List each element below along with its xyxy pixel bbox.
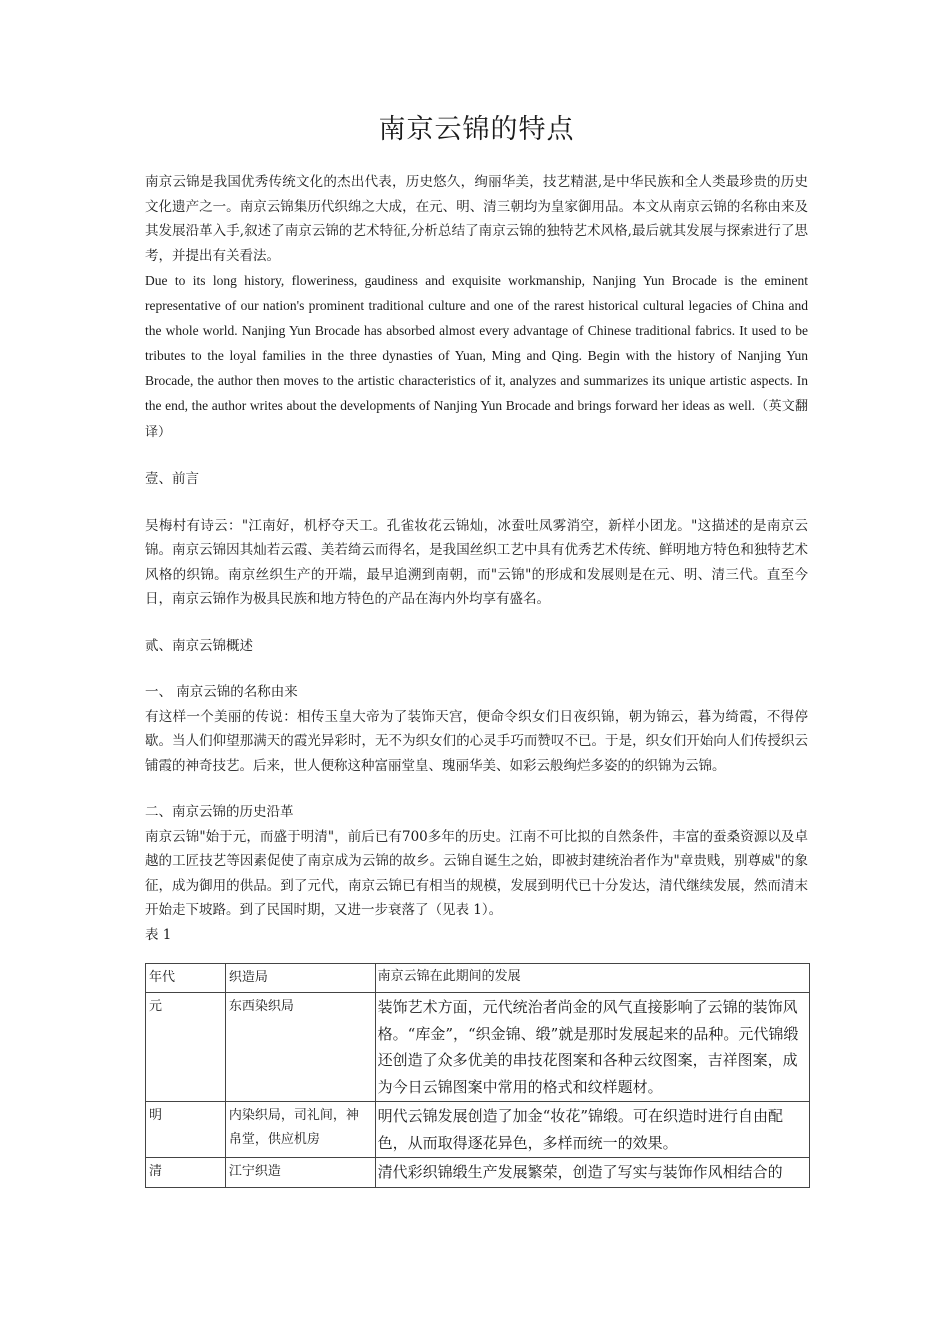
- subsection-body-name-origin: 有这样一个美丽的传说：相传玉皇大帝为了装饰天宫，便命令织女们日夜织锦，朝为锦云，暮为绮霞，不得停歇。当人们仰望那满天的霞光异彩时，无不为织女们的心灵手巧而赞叹不已。于是，织女们开始向人们传授织云铺霞的神奇技艺。后来，世人便称这种富丽堂皇、瑰丽华美、如彩云般绚烂多姿的的织锦为云锦。: [145, 708, 808, 774]
- table-cell-era: 明: [146, 1102, 226, 1158]
- table-row: [146, 1158, 810, 1188]
- section-heading-preface: 壹、前言: [145, 471, 199, 487]
- table-header-cell: 年代: [146, 964, 226, 993]
- table-caption: 表 1: [145, 926, 172, 943]
- table-row: [146, 1102, 810, 1158]
- table-cell-era: 元: [146, 993, 226, 1102]
- table-cell-bureau: 江宁织造: [225, 1158, 375, 1188]
- table-cell-development: 装饰艺术方面，元代统治者尚金的风气直接影响了云锦的装饰风格。“库金”，“织金锦、缎”就是那时发展起来的品种。元代锦缎还创造了众多优美的串技花图案和各种云纹图案，吉祥图案，成为今日云锦图案中常用的格式和纹样题材。: [375, 993, 809, 1102]
- table-cell-era: 清: [146, 1158, 226, 1188]
- abstract-english-note: （英文翻译）: [145, 399, 808, 440]
- abstract-english: [145, 268, 808, 445]
- subsection-heading-name-origin: 一、 南京云锦的名称由来: [145, 684, 298, 700]
- abstract-english-text: Due to its long history, floweriness, gaudiness and exquisite workmanship, Nanjing Yun Brocade is the eminent representative of our nation's prominent traditional culture and one of the rarest historical cultural legacies of China and the whole world. Nanjing Yun Brocade has absorbed almost every advantage of Chinese traditional fabrics. It used to be tributes to the loyal families in the three dynasties of Yuan, Ming and Qing. Begin with the history of Nanjing Yun Brocade, the author then moves to the artistic characteristics of it, analyzes and summarizes its unique artistic aspects. In the end, the author writes about the developments of Nanjing Yun Brocade and brings forward her ideas as well.: [145, 273, 808, 413]
- table-cell-development: 明代云锦发展创造了加金“妆花”锦缎。可在织造时进行自由配色，从而取得逐花异色，多样而统一的效果。: [375, 1102, 809, 1158]
- table-cell-bureau: 内染织局，司礼间，神帛堂，供应机房: [225, 1102, 375, 1158]
- table-cell-development: 清代彩织锦缎生产发展繁荣，创造了写实与装饰作风相结合的: [375, 1158, 809, 1188]
- abstract-chinese: 南京云锦是我国优秀传统文化的杰出代表，历史悠久，绚丽华美，技艺精湛,是中华民族和全人类最珍贵的历史文化遗产之一。南京云锦集历代织绵之大成，在元、明、清三朝均为皇家御用品。本文从南京云锦的名称由来及其发展沿革入手,叙述了南京云锦的艺术特征,分析总结了南京云锦的独特艺术风格,最后就其发展与探索进行了思考，并提出有关看法。: [145, 174, 808, 264]
- table-header-row: [146, 964, 810, 993]
- table-header-cell: 南京云锦在此期间的发展: [375, 964, 809, 993]
- history-table: [145, 963, 810, 1188]
- page-title: 南京云锦的特点: [378, 114, 575, 145]
- table-header-cell: 织造局: [225, 964, 375, 993]
- subsection-heading-history: 二、南京云锦的历史沿革: [145, 804, 294, 820]
- section-heading-overview: 贰、南京云锦概述: [145, 637, 253, 654]
- section-body-preface: 吴梅村有诗云："江南好，机杼夺天工。孔雀妆花云锦灿，冰蚕吐凤雾消空，新样小团龙。"这描述的是南京云锦。南京云锦因其灿若云霞、美若绮云而得名，是我国丝织工艺中具有优秀艺术传统、鲜明地方特色和独特艺术风格的织锦。南京丝织生产的开端，最早追溯到南朝，而"云锦"的形成和发展则是在元、明、清三代。直至今日，南京云锦作为极具民族和地方特色的产品在海内外均享有盛名。: [145, 517, 808, 607]
- document-page: [145, 110, 808, 1188]
- table-cell-bureau: 东西染织局: [225, 993, 375, 1102]
- table-row: [146, 993, 810, 1102]
- subsection-body-history: 南京云锦"始于元，而盛于明清"，前后已有700多年的历史。江南不可比拟的自然条件，丰富的蚕桑资源以及卓越的工匠技艺等因素促使了南京成为云锦的故乡。云锦自诞生之始，即被封建统治者作为"章贵贱，别尊威"的象征，成为御用的供品。到了元代，南京云锦已有相当的规模，发展到明代已十分发达，清代继续发展，然而清末开始走下坡路。到了民国时期，又进一步衰落了（见表 1）。: [145, 828, 808, 918]
